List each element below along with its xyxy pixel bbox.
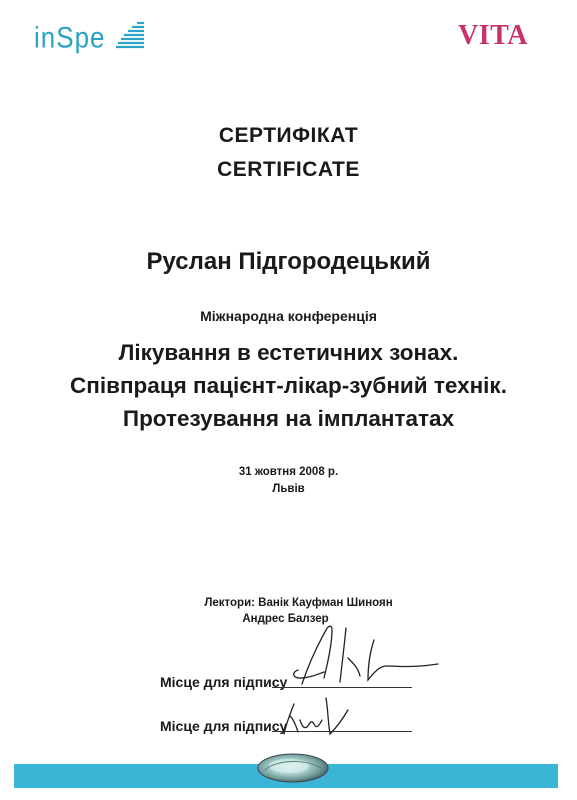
certificate-title-uk: СЕРТИФІКАТ xyxy=(218,124,359,147)
recipient-name: Руслан Підгородецький xyxy=(146,248,431,275)
lecturers-line1: Лектори: Ванік Кауфман Шиноян xyxy=(204,597,393,609)
signature-label-1: Місце для підпису xyxy=(160,674,288,690)
handwritten-signature-2 xyxy=(276,690,356,740)
conference-title-line1: Лікування в естетичних зонах. xyxy=(118,340,459,365)
event-city: Львів xyxy=(272,483,305,495)
conference-title-line3: Протезування на імплантатах xyxy=(122,406,455,431)
inspe-logo-text: inSpe xyxy=(34,20,106,55)
conference-title-line2: Співпраця пацієнт-лікар-зубний технік. xyxy=(70,373,507,398)
handwritten-signature-1 xyxy=(288,618,448,690)
signature-label-2: Місце для підпису xyxy=(160,718,288,734)
certificate-title-en: CERTIFICATE xyxy=(217,158,360,181)
lecturers-line2: Андрес Балзер xyxy=(242,613,329,625)
shell-fan-icon xyxy=(114,19,146,49)
abalone-shell-icon xyxy=(255,748,331,784)
conference-label: Міжнародна конференція xyxy=(200,308,377,324)
inspe-logo xyxy=(34,18,146,54)
event-date: 31 жовтня 2008 р. xyxy=(238,466,339,478)
vita-logo: VITA xyxy=(458,20,528,51)
